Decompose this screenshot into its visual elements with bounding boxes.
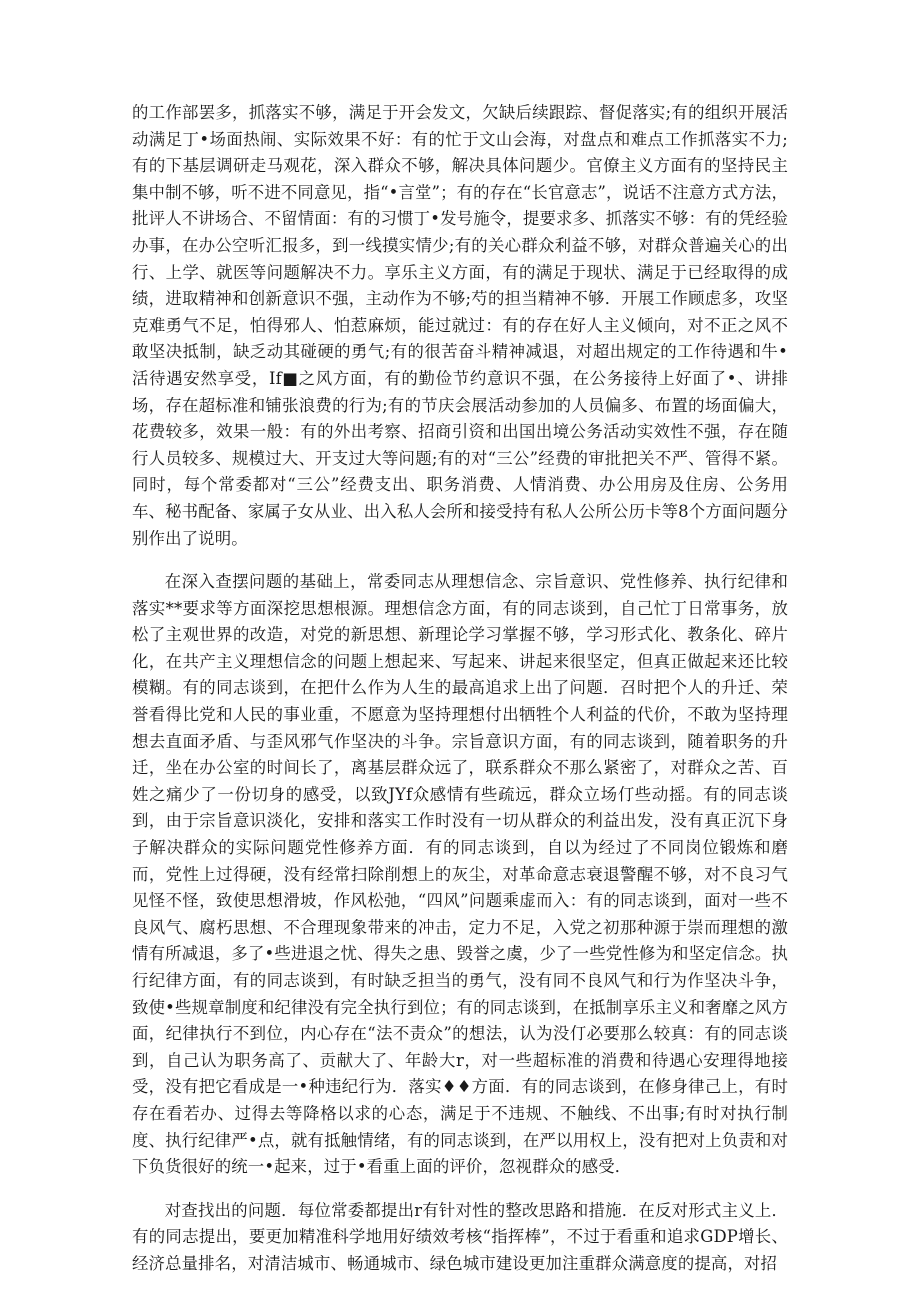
paragraph-work-style-issues: 的工作部罢多，抓落实不够，满足于开会发文，欠缺后续跟踪、督促落实;有的组织开展活动满足丁•场面热闹、实际效果不好：有的忙于文山会海，对盘点和难点工作抓落实不力;有的下基层调研走马观花，深入群众不够，解决具体问题少。官僚主义方面有的坚持民主集中制不够，听不进不同意见，指“•言堂”；有的存在“长官意志”，说话不注意方式方法，批评人不讲场合、不留情面：有的习惯丁•发号施令，提要求多、抓落实不够：有的凭经验办事，在办公空听汇报多，到一线摸实情少;有的关心群众利益不够，对群众普遍关心的出行、上学、就医等问题解决不力。享乐主义方面，有的满足于现状、满足于已经取得的成绩，进取精神和创新意识不强，主动作为不够;芍的担当精神不够．开展工作顾虑多，攻坚克难勇气不足，怕得邪人、怕惹麻烦，能过就过：有的存在好人主义倾向，对不正之风不敢坚决抵制，缺乏动其碰硬的勇气;有的很苦奋斗精神减退，对超出规定的工作待遇和牛•活待遇安然享受，If■之风方面，有的勤俭节约意识不强，在公务接待上好面了•、讲排场，存在超标准和铺张浪费的行为;有的节庆会展活动参加的人员偏多、布置的场面偏大，花费较多，效果一般：有的外出考察、招商引资和出国出境公务活动实效性不强，存在随行人员较多、规模过大、开支过大等问题;有的对“三公”经费的审批把关不严、管得不紧。同时，每个常委都对“三公”经费支出、职务消费、人情消费、办公用房及住房、公务用车、秘书配备、家属子女从业、出入私人会所和接受持有私人公所公历卡等8个方面问题分别作出了说明。 xyxy=(132,103,788,548)
paragraph-ideological-roots: 在深入查摆问题的基础上，常委同志从理想信念、宗旨意识、党性修养、执行纪律和落实**要求等方面深挖思想根源。理想信念方面，有的同志谈到，自己忙丁日常事务，放松了主观世界的改造，对党的新思想、新理论学习掌握不够，学习形式化、教条化、碎片化，在共产主义理想信念的问题上想起来、写起来、讲起来很坚定，但真正做起来还比较模糊。有的同志谈到，在把什么作为人生的最高追求上出了问题．召时把个人的升迁、荣誉看得比党和人民的事业重，不愿意为坚持理想付出牺牲个人利益的代价，不敢为坚持理想去直面矛盾、与歪风邪气作坚决的斗争。宗旨意识方面，有的同志谈到，随着职务的升迁，坐在办公室的时间长了，离基层群众远了，联系群众不那么紧密了，对群众之苦、百姓之痛少了一份切身的感受，以致JYf众感情有些疏远，群众立场仃些动摇。有的同志谈到，由于宗旨意识淡化，安排和落实工作时没有一切从群众的利益出发，没有真正沉下身子解决群众的实际问题党性修养方面．有的同志谈到，自以为经过了不同岗位锻炼和磨而，党性上过得硬，没有经常扫除削想上的灰尘，对革命意志衰退警醒不够，对不良习气见怪不怪，致使思想滑坡，作风松弛，“四风”问题乘虚而入：有的同志谈到，面对一些不良风气、腐朽思想、不合理现象带来的冲击，定力不足，入党之初那种源于崇而理想的激情有所减退，多了•些进退之忧、得失之患、毁誉之虞，少了一些党性修为和坚定信念。执行纪律方面，有的同志谈到，有时缺乏担当的勇气，没有同不良风气和行为作坚决斗争，致使•些规章制度和纪律没有完全执行到位；有的同志谈到，在抵制享乐主义和奢靡之风方面，纪律执行不到位，内心存在“法不责众”的想法，认为没仃必要那么较真：有的同志谈到，自己认为职务高了、贡献大了、年龄大r，对一些超标准的消费和待遇心安理得地接受，没有把它看成是一•种违纪行为．落实♦♦方面．有的同志谈到，在修身律己上，有时存在看若办、过得去等降格以求的心态，满足于不违规、不触线、不出事;有时对执行制度、执行纪律严•点，就有抵触情绪，有的同志谈到，在严以用权上，没有把对上负责和对下负货很好的统一•起来，过于•看重上面的评价，忽视群众的感受． xyxy=(132,572,788,1177)
document-page xyxy=(132,100,788,1295)
paragraph-rectification-measures: 对查找出的问题．每位常委都提出r有针对性的整改思路和措施．在反对形式主义上．有的同志提出，要更加精准科学地用好绩效考核“指挥棒”，不过于看重和追求GDP增长、经济总量排名，对清洁城市、畅通城市、绿色城市建设更加注重群众满意度的提高，对招 xyxy=(132,1200,788,1273)
